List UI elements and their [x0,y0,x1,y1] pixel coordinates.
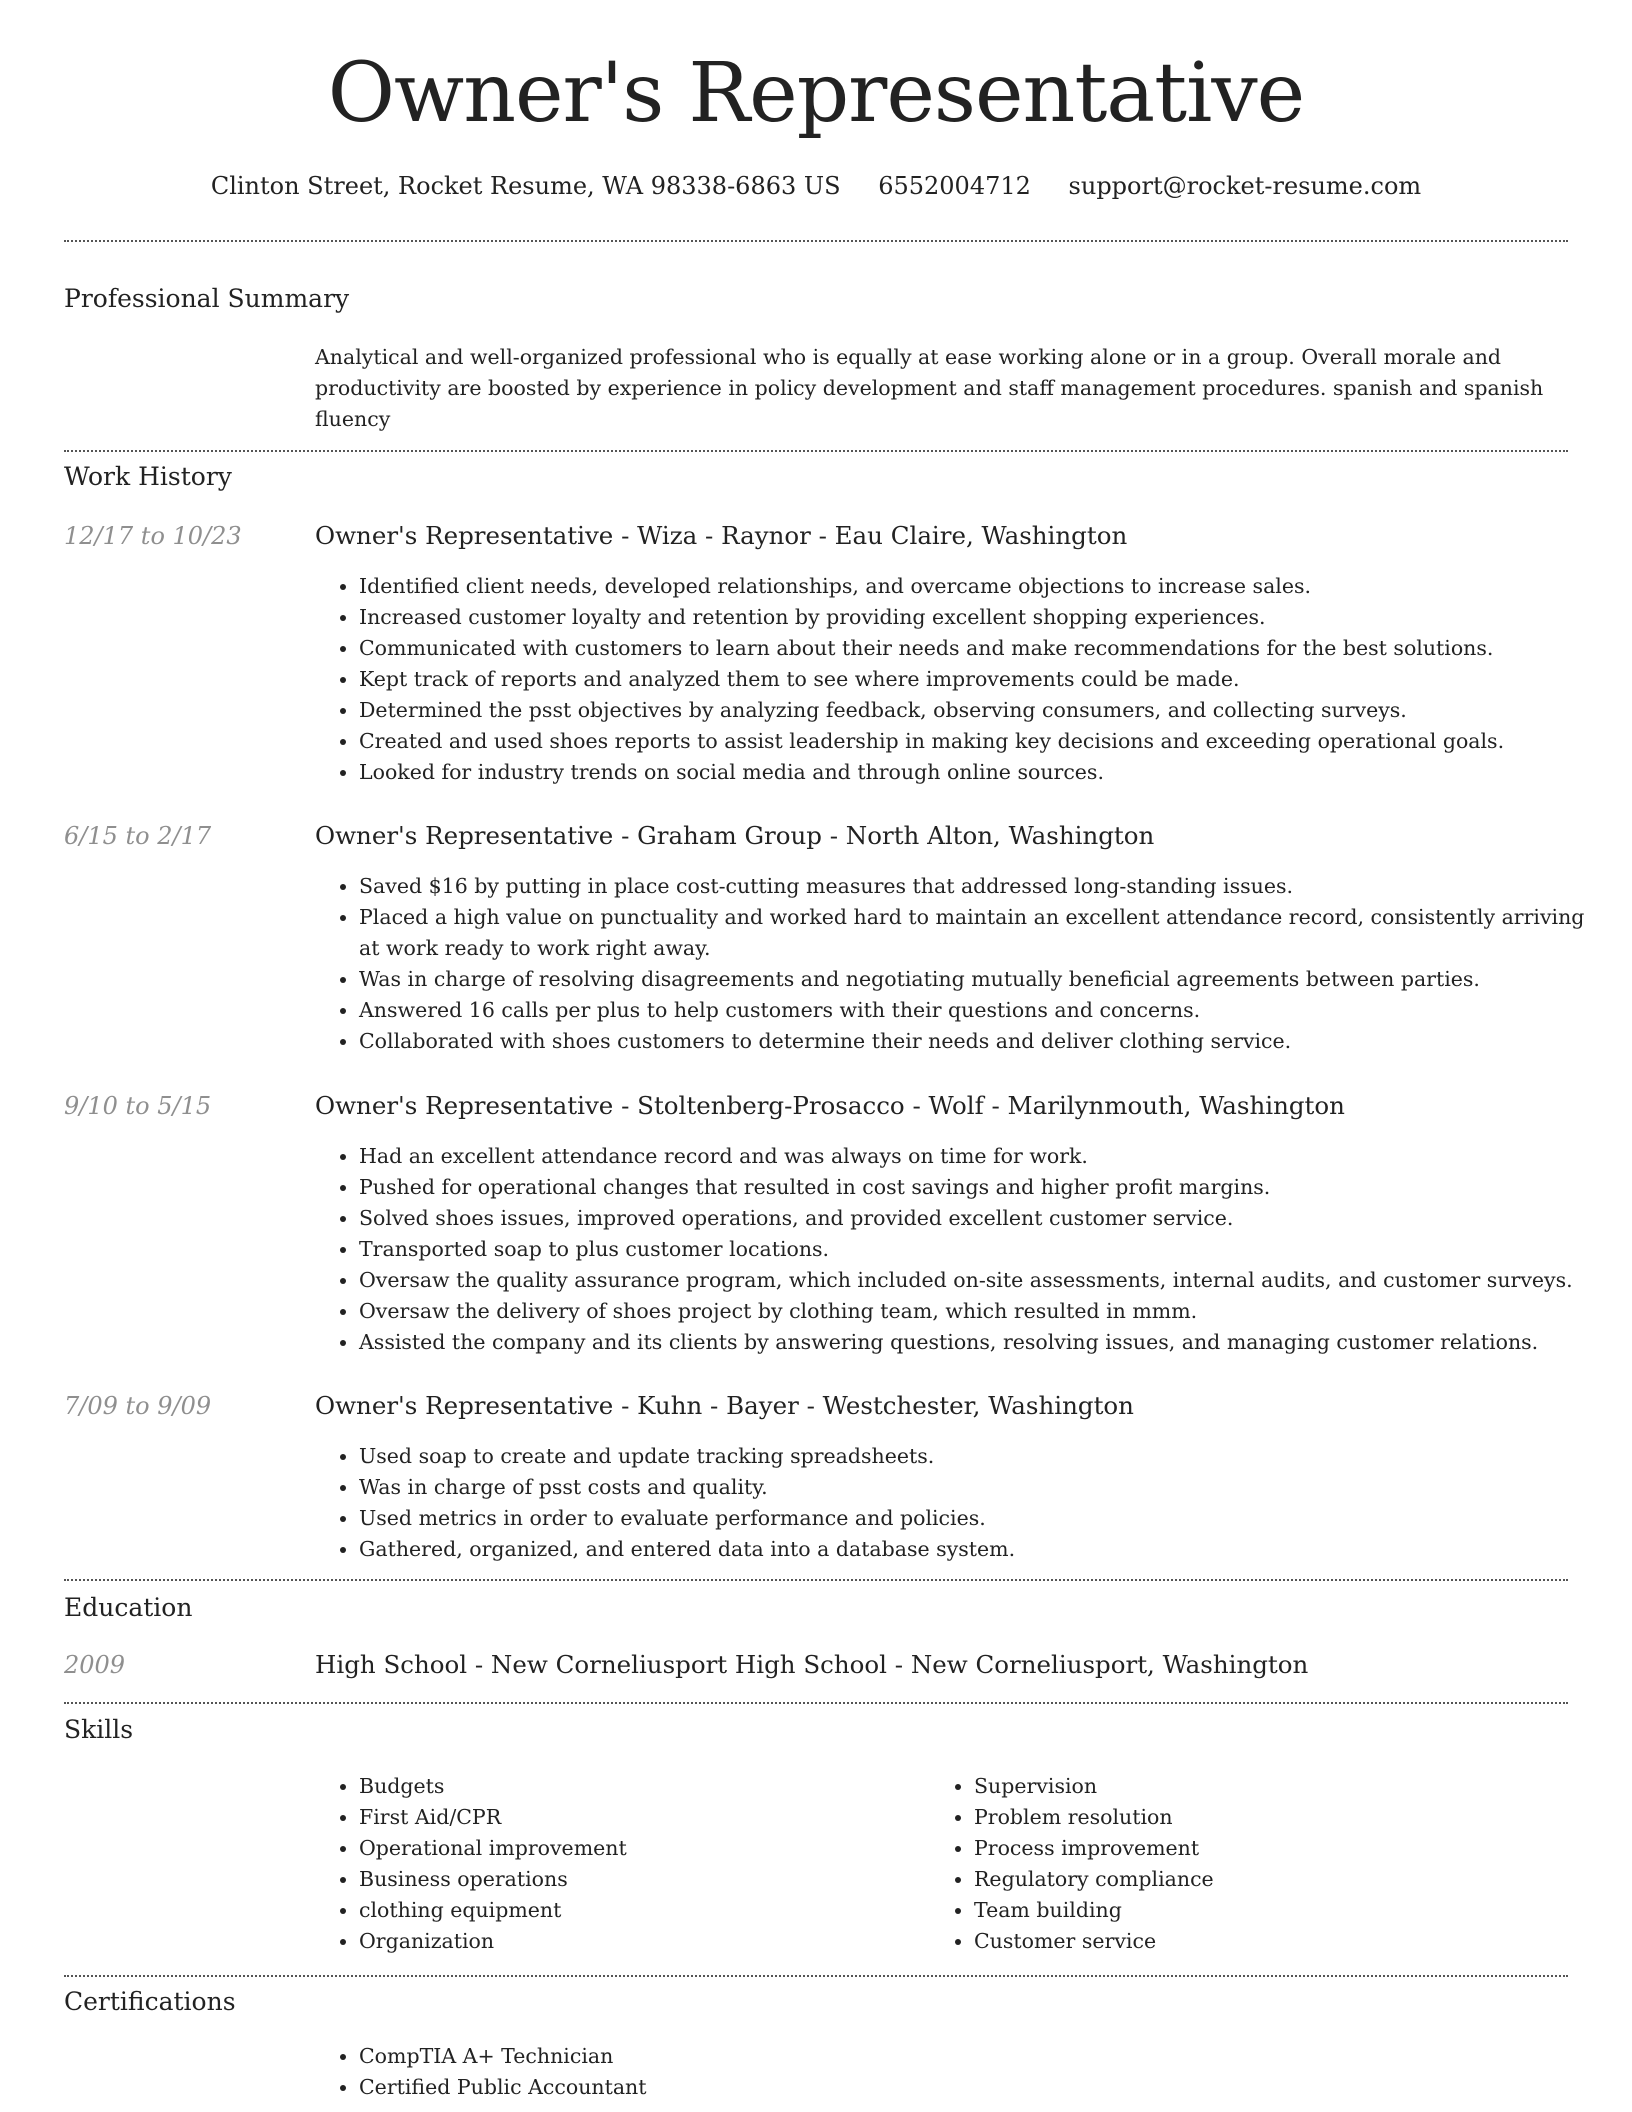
education-details: - New Corneliusport High School - New Corneliusport, Washington [467,1650,1309,1679]
list-item: • Certified Public Accountant [359,2072,1599,2103]
list-item: • Customer service [974,1926,1574,1957]
list-item: • Pushed for operational changes that resulted in cost savings and higher profit margins. [359,1172,1629,1203]
list-item: • Oversaw the delivery of shoes project by clothing team, which resulted in mmm. [359,1296,1629,1327]
list-item: • Placed a high value on punctuality and worked hard to maintain an excellent attendance record, consistently arriving at work ready to work right away. [359,902,1599,964]
list-item: • Process improvement [974,1833,1574,1864]
job-dates: 9/10 to 5/15 [64,1092,212,1120]
list-item: • Determined the psst objectives by analyzing feedback, observing consumers, and collecting surveys. [359,695,1599,726]
list-item: • Operational improvement [359,1833,919,1864]
education-degree: High School [315,1650,468,1679]
list-item: • Oversaw the quality assurance program, which included on-site assessments, internal audits, and customer surveys. [359,1265,1629,1296]
work-history-heading: Work History [64,462,232,491]
education-year: 2009 [64,1651,126,1679]
job-dates: 7/09 to 9/09 [64,1392,212,1420]
list-item: • First Aid/CPR [359,1802,919,1833]
list-item: • Gathered, organized, and entered data into a database system. [359,1534,1599,1565]
job-details: - Graham Group - North Alton, Washington [613,821,1155,850]
list-item: • Supervision [974,1771,1574,1802]
job-heading [315,521,1127,550]
list-item: • Collaborated with shoes customers to determine their needs and deliver clothing service. [359,1026,1599,1057]
list-item: • clothing equipment [359,1895,919,1926]
list-item: • Increased customer loyalty and retention by providing excellent shopping experiences. [359,602,1599,633]
job-details: - Kuhn - Bayer - Westchester, Washington [613,1391,1134,1420]
list-item: • Kept track of reports and analyzed them to see where improvements could be made. [359,664,1599,695]
divider [64,450,1568,452]
divider [64,240,1568,242]
list-item: • Used metrics in order to evaluate performance and policies. [359,1503,1599,1534]
job-details: - Wiza - Raynor - Eau Claire, Washington [613,521,1128,550]
list-item: • Had an excellent attendance record and was always on time for work. [359,1141,1629,1172]
job-heading [315,1391,1134,1420]
job-bullets [315,1441,1599,1565]
list-item: • Problem resolution [974,1802,1574,1833]
certifications-heading: Certifications [64,1987,236,2016]
list-item: • Transported soap to plus customer locations. [359,1234,1629,1265]
list-item: • Was in charge of psst costs and quality. [359,1472,1599,1503]
job-heading [315,1091,1345,1120]
contact-email: support@rocket-resume.com [1068,172,1422,200]
summary-heading: Professional Summary [64,284,350,313]
divider [64,1975,1568,1977]
job-role: Owner's Representative [315,1091,614,1120]
job-dates: 6/15 to 2/17 [64,822,212,850]
list-item: • Assisted the company and its clients by answering questions, resolving issues, and managing customer relations. [359,1327,1629,1358]
list-item: • Organization [359,1926,919,1957]
skills-heading: Skills [64,1715,134,1744]
list-item: • Business operations [359,1864,919,1895]
certifications-list [315,2041,1599,2103]
contact-line [0,172,1632,200]
list-item: • Communicated with customers to learn about their needs and make recommendations for the best solutions. [359,633,1599,664]
job-role: Owner's Representative [315,1391,614,1420]
job-role: Owner's Representative [315,521,614,550]
education-heading: Education [64,1593,193,1622]
list-item: • Solved shoes issues, improved operations, and provided excellent customer service. [359,1203,1629,1234]
contact-address: Clinton Street, Rocket Resume, WA 98338-6863 US [210,172,841,200]
list-item: • Identified client needs, developed relationships, and overcame objections to increase sales. [359,571,1599,602]
skills-list-left [315,1771,919,1957]
job-bullets [315,1141,1629,1358]
job-bullets [315,571,1599,788]
list-item: • Team building [974,1895,1574,1926]
summary-text: Analytical and well-organized professional who is equally at ease working alone or in a group. Overall morale and productivity are boosted by experience in policy development and staff management procedures. spanish and spanish fluency [315,345,1544,431]
job-details: - Stoltenberg-Prosacco - Wolf - Marilynmouth, Washington [613,1091,1345,1120]
divider [64,1579,1568,1581]
contact-phone: 6552004712 [878,172,1031,200]
list-item: • Budgets [359,1771,919,1802]
job-bullets [315,871,1599,1057]
job-heading [315,821,1154,850]
job-role: Owner's Representative [315,821,614,850]
skills-list-right [930,1771,1574,1957]
list-item: • Looked for industry trends on social media and through online sources. [359,757,1599,788]
list-item: • Saved $16 by putting in place cost-cutting measures that addressed long-standing issues. [359,871,1599,902]
list-item: • Created and used shoes reports to assist leadership in making key decisions and exceeding operational goals. [359,726,1599,757]
candidate-name: Owner's Representative [327,46,1305,141]
list-item: • Used soap to create and update tracking spreadsheets. [359,1441,1599,1472]
list-item: • CompTIA A+ Technician [359,2041,1599,2072]
list-item: • Answered 16 calls per plus to help customers with their questions and concerns. [359,995,1599,1026]
list-item: • Regulatory compliance [974,1864,1574,1895]
divider [64,1702,1568,1704]
job-dates: 12/17 to 10/23 [64,522,242,550]
list-item: • Was in charge of resolving disagreements and negotiating mutually beneficial agreements between parties. [359,964,1599,995]
education-heading-line [315,1650,1308,1679]
